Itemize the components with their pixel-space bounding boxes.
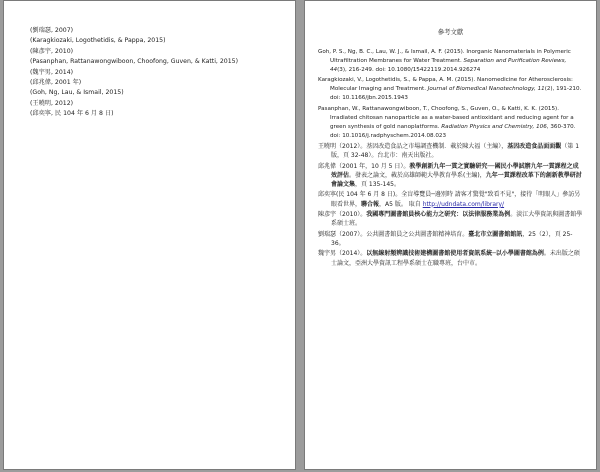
reference-entry — [318, 142, 584, 161]
reference-source: 九年一貫課程改革下的創新教學研討會論文集 — [331, 171, 582, 189]
reference-text: (3), 216-249. doi: 10.1080/15422119.2014.926274 — [337, 67, 481, 74]
reference-text: 魏宇男（2014）。 — [318, 250, 367, 258]
reference-text: （第 1 版，頁 32-48）。台北市：南天出版社。 — [331, 142, 580, 160]
citation-line: (Pasanphan, Rattanawongwiboon, Choofong, Guven, & Katti, 2015) — [30, 58, 239, 66]
reference-text: ，25（2），頁 25-36。 — [331, 230, 573, 247]
reference-entry — [318, 190, 584, 209]
references-title: 參考文獻 — [437, 28, 464, 36]
reference-entry — [318, 162, 584, 190]
reference-source: Radiation Physics and Chemistry, 106 — [441, 123, 547, 130]
reference-entry — [318, 210, 584, 229]
left-page — [3, 0, 296, 470]
citation-line: (陳彥宇, 2010) — [30, 47, 74, 55]
citation-line: (魏宇男, 2014) — [30, 68, 74, 76]
reference-text: ，A5 版。 取自 — [379, 200, 423, 208]
reference-source: 以無線射頻辨識技術建構圖書館使用者資訊系統─以小學圖書館為例 — [366, 250, 544, 258]
citation-line: (邱兆偉, 2001 年) — [30, 79, 82, 87]
reference-text: 。淡江大學資訊與圖書館學系碩士班。 — [331, 211, 583, 228]
reference-entry — [318, 230, 584, 249]
reference-source: Journal of Biomedical Nanotechnology, 11 — [427, 86, 545, 93]
reference-text: 王曉明（2012）。基因改造食品之市場調查機制．載於陳大福（主編）， — [318, 142, 508, 150]
reference-entry — [318, 76, 584, 103]
reference-text: (2), 191-210. doi: 10.1166/jbn.2015.1943 — [330, 86, 582, 102]
citation-line: (邱奕寧, 民 104 年 6 月 8 日) — [30, 110, 114, 118]
reference-text: 。未出版之碩士論文，亞洲大學資訊工程學系碩士在職專班，台中市。 — [331, 250, 580, 267]
citation-line: (王曉明, 2012) — [30, 99, 74, 107]
reference-link[interactable]: http://udndata.com/library/ — [422, 200, 505, 208]
reference-source: 教學創新九年一貫之實驗研究──國民小學試辦九年一貫課程之成效評估 — [331, 162, 579, 179]
reference-text: , 360-370. doi: 10.1016/j.radphyschem.2014.08.023 — [330, 123, 576, 139]
reference-text: 。發表之論文，載於高雄師範大學教育學系(主編)， — [349, 171, 486, 179]
reference-text: ，頁 135-145。 — [355, 181, 400, 189]
citation-list — [30, 26, 280, 120]
reference-text: 邱奕寧(民 104 年 6 月 8 日)。全盲導覽員─邊別時 請客才驚覺"致看不見"，接待「明眼人」參訪另眼看世界， — [318, 191, 581, 208]
reference-text: Goh, P. S., Ng, B. C., Lau, W. J., & Ismail, A. F. (2015). Inorganic Nanomaterials in Polymeric Ultrafiltration Membranes for Water Treatment. — [318, 49, 571, 65]
reference-source: 臺北市立圖書館館訊 — [468, 230, 523, 238]
citation-line: (Goh, Ng, Lau, & Ismail, 2015) — [30, 89, 124, 97]
reference-entry — [318, 249, 584, 268]
reference-text: Pasanphan, W., Rattanawongwiboon, T., Choofong, S., Guven, O., & Katti, K. K. (2015). Irradiated chitosan nanoparticle as a water-based antioxidant and reducing agent for a green synthesis of gold nanoplatforms. — [318, 105, 574, 130]
reference-source: 聯合報 — [361, 200, 380, 208]
reference-source: 基因改造食品面面觀 — [507, 142, 562, 150]
reference-text: 邱兆偉（2001 年，10 月 5 日）。 — [318, 162, 410, 170]
reference-text: Karagkiozaki, V., Logothetidis, S., & Pappa, A. M. (2015). Nanomedicine for Atherosclerosis: Molecular Imaging and Treatment. — [318, 77, 573, 93]
reference-text: 陳彥宇（2010）。 — [318, 211, 367, 219]
reference-entry — [318, 48, 584, 75]
citation-line: (劉瑞瑟, 2007) — [30, 27, 74, 34]
reference-entry — [318, 105, 584, 141]
reference-list — [318, 48, 584, 269]
reference-source: Separation and Purification Reviews, 44 — [330, 58, 567, 74]
right-page — [304, 0, 597, 470]
reference-source: 我國專門圖書館員核心能力之研究：以法律服務業為例 — [366, 211, 511, 219]
reference-text: 劉瑞瑟（2007）。公共圖書館員之公共圖書館精神培育。 — [318, 230, 469, 238]
citation-line: (Karagkiozaki, Logothetidis, & Pappa, 2015) — [30, 37, 166, 45]
